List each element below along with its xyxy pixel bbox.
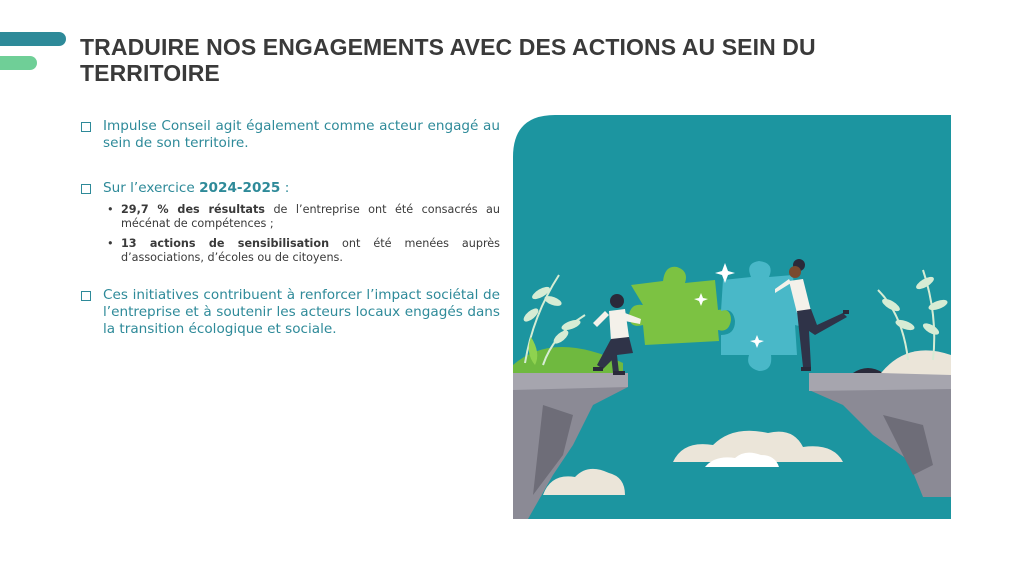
- bullet-2-prefix: Sur l’exercice: [103, 180, 200, 196]
- square-outline-icon: [81, 291, 91, 301]
- sub-item-2-bold: 13 actions de sensibilisation: [121, 237, 330, 250]
- bullet-item-2: [80, 180, 500, 197]
- bullet-2-suffix: :: [280, 180, 290, 196]
- bullet-item-3: [80, 287, 500, 338]
- sub-item-1-bold: 29,7 % des résultats: [121, 203, 265, 216]
- content-area: [80, 118, 500, 338]
- sub-item-2-text: ont été menées auprès d’associations, d’écoles ou de citoyens.: [121, 237, 501, 264]
- accent-bar-top: [0, 32, 66, 46]
- square-outline-icon: [81, 122, 91, 132]
- accent-bar-bottom: [0, 56, 37, 70]
- sub-item-2: [105, 237, 500, 265]
- page-title: TRADUIRE NOS ENGAGEMENTS AVEC DES ACTIONS AU SEIN DU TERRITOIRE: [80, 34, 816, 86]
- sub-item-1-text: de l’entreprise ont été consacrés au mécénat de compétences ;: [121, 203, 500, 230]
- sub-list: [105, 203, 500, 265]
- bullet-text-1: Impulse Conseil agit également comme acteur engagé au sein de son territoire.: [103, 118, 500, 151]
- bullet-2-highlight: 2024-2025: [199, 180, 281, 196]
- bullet-text-2: [103, 180, 500, 197]
- bullet-item-1: [80, 118, 500, 152]
- sub-item-1: [105, 203, 500, 231]
- bullet-text-3: Ces initiatives contribuent à renforcer l’impact sociétal de l’entreprise et à soutenir les acteurs locaux engagés dans la transition écologique et sociale.: [103, 287, 500, 337]
- square-outline-icon: [81, 184, 91, 194]
- teamwork-puzzle-illustration: [513, 115, 951, 519]
